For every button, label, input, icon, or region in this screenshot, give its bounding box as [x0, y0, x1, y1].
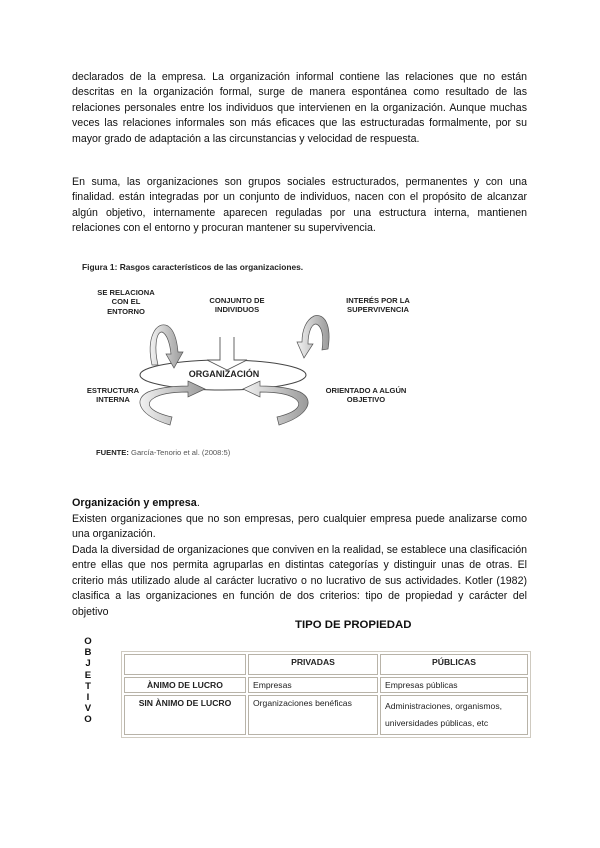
curved-arrow-entorno-icon	[150, 325, 183, 368]
side-letter: I	[86, 692, 90, 704]
row-label: SIN ÀNIMO DE LUCRO	[124, 695, 246, 735]
header-cell-publicas: PÚBLICAS	[380, 654, 528, 675]
row-label: ÀNIMO DE LUCRO	[124, 677, 246, 693]
cell-privadas: Organizaciones benéficas	[248, 695, 378, 735]
label-estructura: ESTRUCTURA INTERNA	[86, 386, 140, 405]
paragraph-informal-organization: declarados de la empresa. La organización informal contiene las relaciones que no están descritas en la organización formal, surge de manera espontánea como resultado de las relaciones personales entre los individuos que intervienen en la organización. Aunque muchas veces las relaciones informales son más eficaces que las estructuradas formalmente, por su mayor grado de adaptación a las circunstancias y velocidad de respuesta.	[72, 71, 527, 145]
table-row	[124, 695, 528, 735]
label-supervivencia: INTERÉS POR LA SUPERVIVENCIA	[346, 296, 410, 315]
table-row	[124, 677, 528, 693]
section-heading	[72, 497, 200, 509]
header-cell-privadas: PRIVADAS	[248, 654, 378, 675]
paragraph-classification: Dada la diversidad de organizaciones que conviven en la realidad, se establece una clasificación entre ellas que nos permita agruparlas en distintas categorías y distinguir unas de otras. El criterio más utilizado alude al carácter lucrativo o no lucrativo de sus actividades. Kotler (1982) clasifica a las organizaciones en función de dos criterios: tipo de propiedad y carácter del objetivo	[72, 544, 527, 618]
circular-arrow-objetivo-icon	[243, 381, 308, 425]
side-letter: T	[85, 680, 91, 692]
side-letter: O	[84, 714, 92, 726]
cell-privadas: Empresas	[248, 677, 378, 693]
cell-publicas: Empresas públicas	[380, 677, 528, 693]
side-letter: V	[84, 703, 92, 715]
figure-center-label: ORGANIZACIÓN	[188, 369, 260, 379]
table-title: TIPO DE PROPIEDAD	[295, 619, 412, 631]
side-letter: E	[84, 669, 92, 681]
circular-arrow-estructura-icon	[140, 381, 205, 425]
heading-suffix: .	[196, 497, 200, 509]
side-letter: J	[85, 658, 91, 670]
cell-publicas: Administraciones, organismos, universidades públicas, etc	[380, 695, 528, 735]
side-letter: O	[84, 636, 92, 647]
paragraph-summary: En suma, las organizaciones son grupos sociales estructurados, permanentes y con una finalidad. están integradas por un conjunto de individuos, nacen con el propósito de alcanzar algún objetivo, internamente aparecen reguladas por una estructura interna, mantienen relaciones con el entorno y procuran mantener su supervivencia.	[72, 176, 527, 235]
figure-title: Figura 1: Rasgos característicos de las organizaciones.	[82, 262, 304, 272]
side-letter: B	[84, 647, 92, 659]
heading-text: Organización y empresa	[72, 497, 197, 509]
curved-arrow-supervivencia-icon	[297, 316, 329, 358]
label-entorno: SE RELACIONA CON EL ENTORNO	[97, 288, 155, 316]
label-individuos: CONJUNTO DE INDIVIDUOS	[209, 296, 265, 315]
classification-table	[121, 651, 531, 738]
side-label-objetivo	[81, 636, 95, 741]
figure-source	[96, 448, 230, 457]
figure-organization-traits	[70, 258, 470, 468]
source-label: FUENTE:	[96, 448, 129, 457]
label-objetivo: ORIENTADO A ALGÚN OBJETIVO	[325, 386, 407, 405]
paragraph-organizations-companies: Existen organizaciones que no son empresas, pero cualquier empresa puede analizarse como una organización.	[72, 513, 527, 541]
header-cell-empty	[124, 654, 246, 675]
table-header-row	[124, 654, 528, 675]
source-text: García-Tenorio et al. (2008:5)	[131, 448, 231, 457]
